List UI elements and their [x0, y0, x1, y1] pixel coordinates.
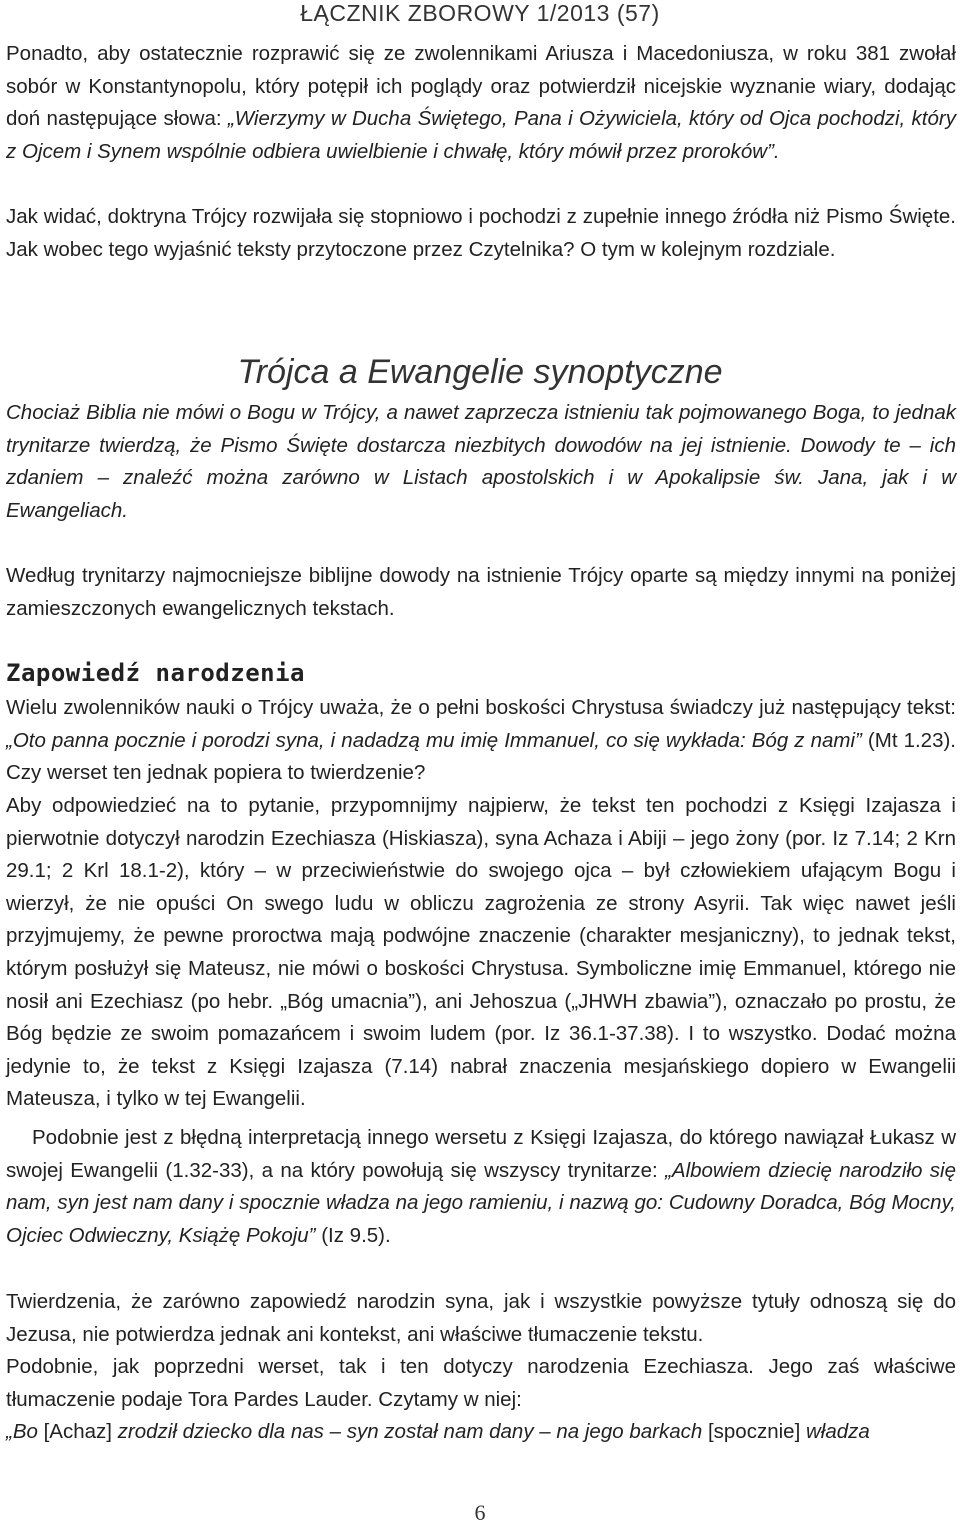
- tora-quote-part-1: „Bo: [6, 1420, 38, 1443]
- p3-text-end: (Iz 9.5).: [315, 1223, 391, 1247]
- subsection-paragraph-3: [6, 1122, 956, 1252]
- intro-paragraph-2: Jak widać, doktryna Trójcy rozwijała się stopniowo i pochodzi z zupełnie innego źródła niż Pismo Święte. Jak wobec tego wyjaśnić teksty przytoczone przez Czytelnika? O tym w kolejnym rozdziale.: [6, 205, 956, 261]
- intro-text: Ponadto, aby ostatecznie rozprawić się ze zwolennikami Ariusza i Macedoniusza, w roku 381 zwołał sobór w Konstantynopolu, który potępił ich poglądy oraz potwierdził nicejskie wyznanie wiary, dodając doń następujące słowa:: [6, 42, 956, 131]
- tora-quote-part-3: władza: [805, 1420, 870, 1443]
- tora-bracket-2: [spocznie]: [702, 1420, 806, 1443]
- creed-quote: „Wierzymy w Ducha Świętego, Pana i Ożywiciela, który od Ojca pochodzi, który z Ojcem i Synem wspólnie odbiera uwielbienie i chwałę, który mówił przez proroków”.: [6, 107, 956, 163]
- page-number: 6: [474, 1500, 486, 1525]
- subsection-paragraph-4: Twierdzenia, że zarówno zapowiedź narodzin syna, jak i wszystkie powyższe tytuły odnoszą się do Jezusa, nie potwierdza jednak ani kontekst, ani właściwe tłumaczenie tekstu.: [6, 1290, 956, 1346]
- subsection-paragraph-6: [6, 1416, 956, 1449]
- section-paragraph-1: Według trynitarzy najmocniejsze biblijne dowody na istnienie Trójcy oparte są między innymi na poniżej zamieszczonych ewangelicznych tekstach.: [6, 564, 956, 620]
- section-lead-text: Chociaż Biblia nie mówi o Bogu w Trójcy, a nawet zaprzecza istnieniu tak pojmowanego Boga, to jednak trynitarze twierdzą, że Pismo Święte dostarcza niezbitych dowodów na jej istnienie. Dowody te – ich zdaniem – znaleźć można zarówno w Listach apostolskich i w Apokalipsie św. Jana, jak i w Ewangeliach.: [6, 401, 956, 522]
- tora-bracket-1: [Achaz]: [37, 1420, 118, 1443]
- p1-text-end: (Mt 1.23). Czy werset ten jednak popiera to twierdzenie?: [6, 728, 956, 785]
- p3-text: Podobnie jest z błędną interpretacją innego wersetu z Księgi Izajasza, do którego nawiązał Łukasz w swojej Ewangelii (1.32-33), a na który powołują się wszyscy trynitarze:: [6, 1126, 956, 1182]
- running-header: ŁĄCZNIK ZBOROWY 1/2013 (57): [300, 0, 660, 26]
- iz-quote: „Albowiem dziecię narodziło się nam, syn jest nam dany i spocznie władza na jego ramieniu, i nazwą go: Cudowny Doradca, Bóg Mocny, Ojciec Odwieczny, Książę Pokoju”: [6, 1158, 956, 1247]
- p1-text: Wielu zwolenników nauki o Trójcy uważa, że o pełni boskości Chrystusa świadczy już następujący tekst:: [6, 696, 956, 719]
- subsection-paragraph-1: [6, 692, 956, 790]
- subsection-title: Zapowiedź narodzenia: [6, 659, 305, 687]
- mt-quote: „Oto panna pocznie i porodzi syna, i nadadzą mu imię Immanuel, co się wykłada: Bóg z nami”: [6, 728, 862, 752]
- tora-quote-part-2: zrodził dziecko dla nas – syn został nam dany – na jego barkach: [117, 1420, 703, 1443]
- subsection-paragraph-2: Aby odpowiedzieć na to pytanie, przypomnijmy najpierw, że tekst ten pochodzi z Księgi Izajasza i pierwotnie dotyczył narodzin Ezechiasza (Hiskiasza), syna Achaza i Abiji – jego żony (por. Iz 7.14; 2 Krn 29.1; 2 Krl 18.1-2), który – w przeciwieństwie do swojego ojca – był człowiekiem ufającym Bogu i wierzył, że nie opuści On swego ludu w obliczu zagrożenia ze strony Asyrii. Tak więc nawet jeśli przyjmujemy, że pewne proroctwa mają podwójne znaczenie (charakter mesjaniczny), to jednak tekst, którym posłużył się Mateusz, nie mówi o boskości Chrystusa. Symboliczne imię Emmanuel, którego nie nosił ani Ezechiasz (po hebr. „Bóg umacnia”), ani Jehoszua („JHWH zbawia”), oznaczało po prostu, że Bóg będzie ze swoim pomazańcem i swoim ludem (por. Iz 36.1-37.38). I to wszystko. Dodać można jedynie to, że tekst z Księgi Izajasza (7.14) nabrał znaczenia mesjańskiego dopiero w Ewangelii Mateusza, i tylko w tej Ewangelii.: [6, 794, 956, 1111]
- intro-paragraph-1: [6, 38, 956, 168]
- section-lead: [6, 397, 956, 527]
- section-title: Trójca a Ewangelie synoptyczne: [237, 353, 723, 391]
- subsection-paragraph-5: Podobnie, jak poprzedni werset, tak i ten dotyczy narodzenia Ezechiasza. Jego zaś właściwe tłumaczenie podaje Tora Pardes Lauder. Czytamy w niej:: [6, 1355, 956, 1411]
